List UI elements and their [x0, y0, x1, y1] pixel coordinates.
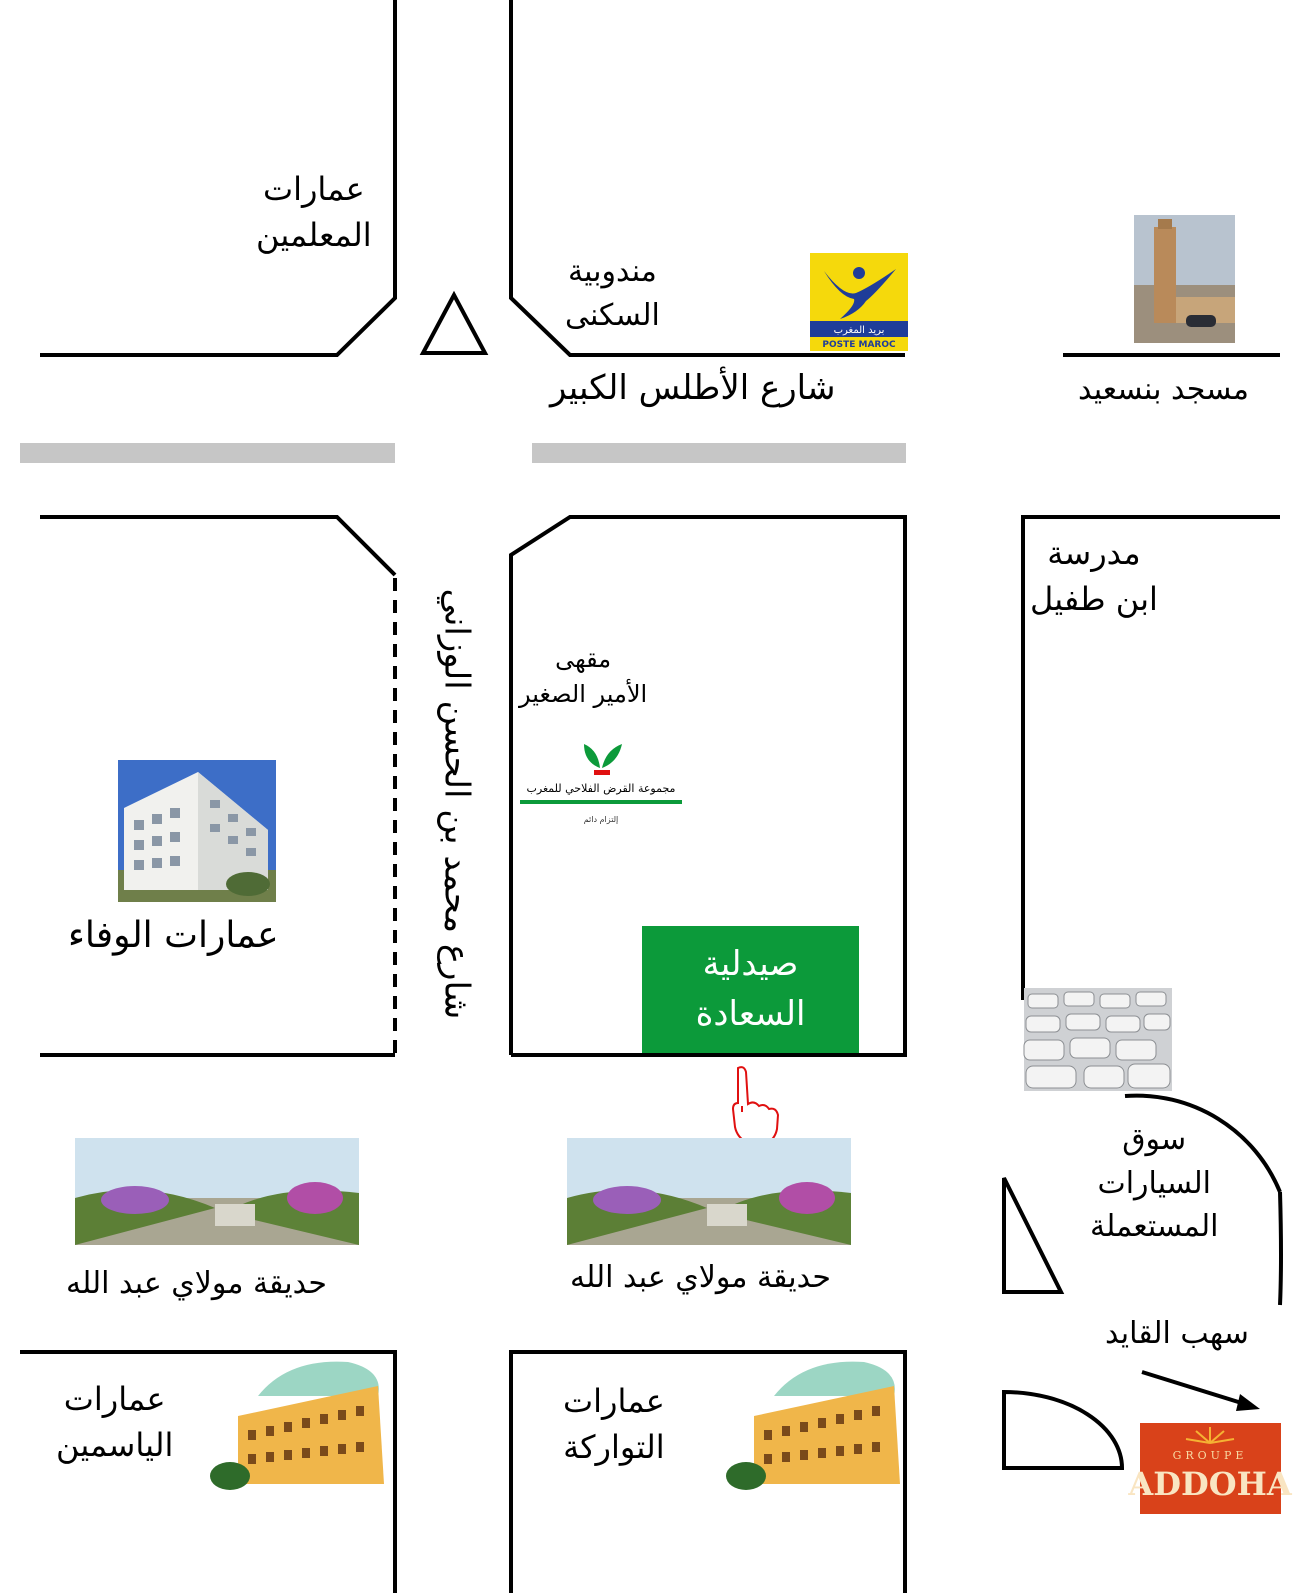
right-triangle-icon [1004, 1178, 1061, 1292]
svg-text:GROUPE: GROUPE [1172, 1449, 1248, 1462]
mosque-photo [1134, 215, 1235, 343]
cafe-little-prince-label: مقهى الأمير الصغير [519, 645, 648, 708]
svg-text:POSTE MAROC: POSTE MAROC [822, 340, 896, 350]
pharmacy-box [642, 926, 859, 1053]
hassan-ouazzani-street-label: شارع محمد بن الحسن الوزاني [436, 588, 477, 1020]
hand-pointer-icon [733, 1067, 778, 1143]
triangle-marker-icon [423, 295, 485, 353]
garden-photo-left [75, 1138, 359, 1245]
garden-photo-center [567, 1138, 851, 1245]
car-market-photo [1024, 988, 1172, 1091]
svg-text:إلتزام دائم: إلتزام دائم [583, 815, 619, 824]
garden-center-label: حديقة مولاي عبد الله [570, 1260, 831, 1295]
arrow-icon [1142, 1372, 1260, 1411]
yasmine-buildings-label: عمارات الياسمين [56, 1380, 174, 1465]
road-band-center [532, 443, 906, 463]
block-outline-wafae [40, 517, 395, 575]
credit-agricole-logo [518, 738, 684, 834]
addoha-logo [1128, 1423, 1292, 1514]
road-band-left [20, 443, 395, 463]
bensaid-mosque-label: مسجد بنسعيد [1078, 372, 1249, 407]
garden-left-label: حديقة مولاي عبد الله [66, 1266, 327, 1301]
housing-delegation-label: مندوبية السكنى [565, 254, 660, 333]
touarga-buildings-illustration [724, 1356, 902, 1496]
pharmacy-label-line1: صيدلية [702, 944, 799, 985]
svg-text:بريد المغرب: بريد المغرب [833, 325, 885, 336]
ibn-tofail-school-label: مدرسة ابن طفيل [1030, 534, 1158, 619]
wafae-buildings-photo [118, 760, 276, 902]
sahb-elkaid-label: سهب القايد [1105, 1316, 1249, 1351]
touarga-buildings-label: عمارات التواركة [563, 1382, 665, 1467]
wafae-buildings-label: عمارات الوفاء [68, 915, 279, 956]
yasmine-buildings-illustration [208, 1356, 386, 1496]
svg-text:مجموعة القرض الفلاحي للمغرب: مجموعة القرض الفلاحي للمغرب [526, 782, 676, 795]
pharmacy-label-line2: السعادة [695, 993, 806, 1034]
svg-text:ADDOHA: ADDOHA [1128, 1465, 1292, 1503]
atlas-boulevard-label: شارع الأطلس الكبير [550, 368, 836, 408]
teachers-buildings-label: عمارات المعلمين [256, 170, 372, 255]
poste-maroc-logo [810, 253, 908, 351]
used-car-market-label: سوق السيارات المستعملة [1090, 1122, 1219, 1244]
quarter-circle-icon [1004, 1392, 1122, 1468]
car-market-arc-end [1280, 1192, 1281, 1305]
